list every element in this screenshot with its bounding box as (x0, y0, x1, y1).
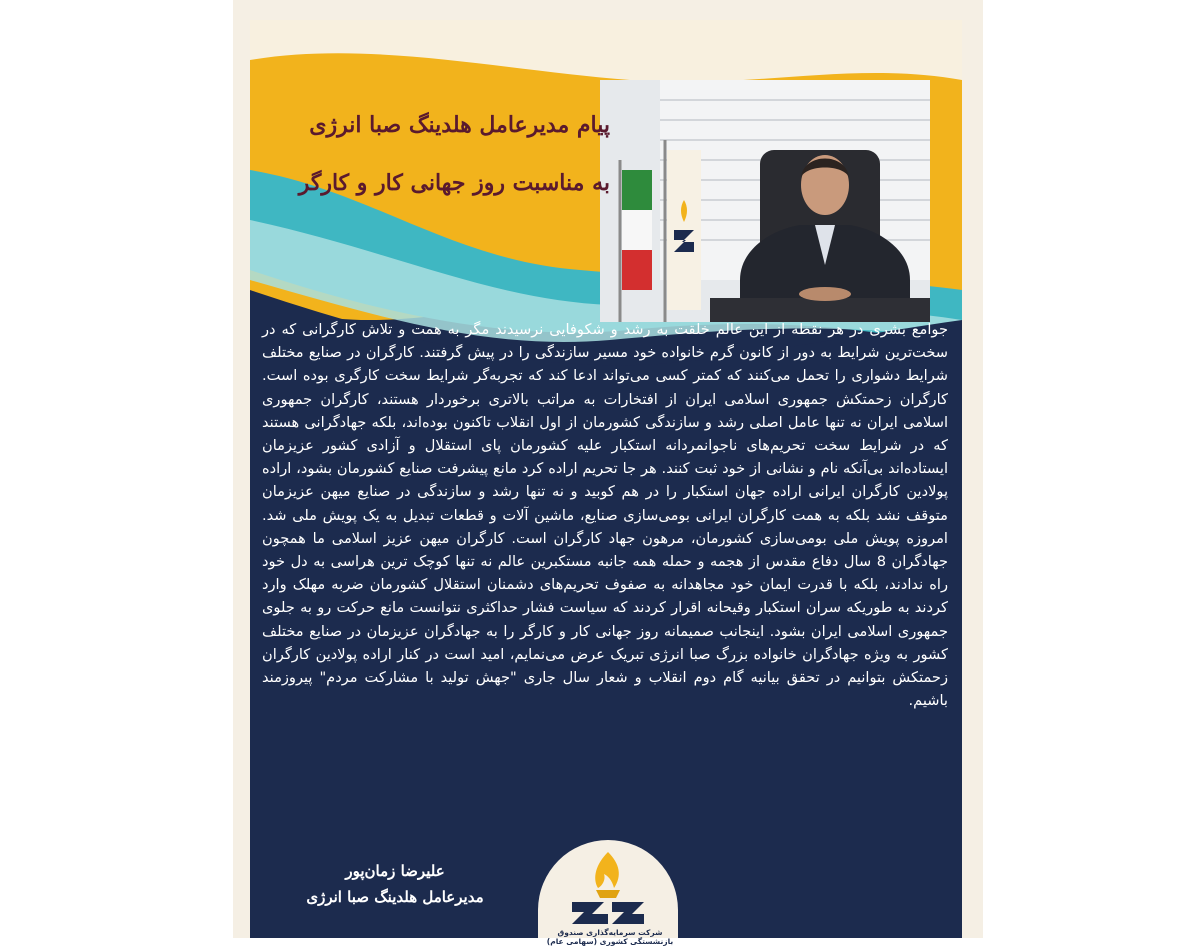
logo-caption: شرکت سرمایه‌گذاری صندوق بازنشستگی کشوری (سهامی عام) (546, 928, 674, 946)
ceo-photo (600, 80, 930, 322)
headline-line-1: پیام مدیرعامل هلدینگ صبا انرژی (309, 112, 610, 138)
headline-line-2: به مناسبت روز جهانی کار و کارگر (298, 170, 610, 196)
signature-title: مدیرعامل هلدینگ صبا انرژی (306, 888, 484, 906)
headline (250, 110, 610, 198)
torch-flame-logo-icon (538, 840, 678, 938)
message-card (250, 20, 962, 946)
company-flag-icon (665, 140, 701, 322)
signature (270, 858, 520, 910)
message-body (262, 318, 948, 712)
photo-illustration (600, 80, 930, 322)
signature-name: علیرضا زمان‌پور (345, 862, 445, 880)
message-paragraph: جوامع بشری در هر نقطه از این عالم خلقت به رشد و شکوفایی نرسیدند مگر به همت و تلاش کارگرانی که در سخت‌ترین شرایط به دور از کانون گرم خانواده خود مسیر سازندگی را در پیش گرفتند. کارگران در صنایع مختلف شرایط دشواری را تحمل می‌کنند که کمتر کسی می‌تواند ادعا کند که تجربه‌گر شرایط سخت کارگری بوده است. کارگران زحمتکش جمهوری اسلامی ایران از افتخارات به مراتب بالاتری برخوردار هستند، کارگران جمهوری اسلامی ایران نه تنها عامل اصلی رشد و سازندگی کشورمان از اول انقلاب تاکنون بوده‌اند، بلکه جهادگرانی هستند که در شرایط سخت تحریم‌های ناجوانمردانه استکبار علیه کشورمان پای استقلال و آزادی کشور عزیزمان ایستاده‌اند بی‌آنکه نام و نشانی از خود ثبت کنند. هر جا تحریم اراده کرد مانع پیشرفت صنایع کشورمان بشود، اراده پولادین کارگران ایرانی اراده جهان استکبار را در هم کوبید و نه تنها رشد و سازندگی در صنایع میهن عزیزمان متوقف نشد بلکه به همت کارگران ایرانی بومی‌سازی صنایع، ماشین آلات و قطعات تبدیل به یک پویش ملی شد. امروزه پویش ملی بومی‌سازی کشورمان، مرهون جهاد کارگران است. کارگران میهن عزیز اسلامی ما همچون جهادگران 8 سال دفاع مقدس از هجمه و حمله همه جانبه مستکبرین عالم نه تنها کوچک ترین هراسی به دل خود راه ندادند، بلکه با قدرت ایمان خود مجاهدانه به صفوف تحریم‌های دشمنان استقلال کشورمان ضربه مهلک وارد کردند به طوریکه سران استکبار وقیحانه اقرار کردند که سیاست فشار حداکثری نتوانست مانع حرکت رو به جلوی جمهوری اسلامی ایران بشود. اینجانب صمیمانه روز جهانی کار و کارگر را به جهادگران عزیزمان در صنایع مختلف کشور به ویژه جهادگران خانواده بزرگ صبا انرژی تبریک عرض می‌نمایم، امید است در کنار اراده پولادین کارگران زحمتکش بتوانیم در تحقق بیانیه گام دوم انقلاب و شعار سال جاری "جهش تولید با مشارکت مردم" پیروزمند باشیم. (262, 321, 948, 710)
company-logo (538, 840, 678, 938)
